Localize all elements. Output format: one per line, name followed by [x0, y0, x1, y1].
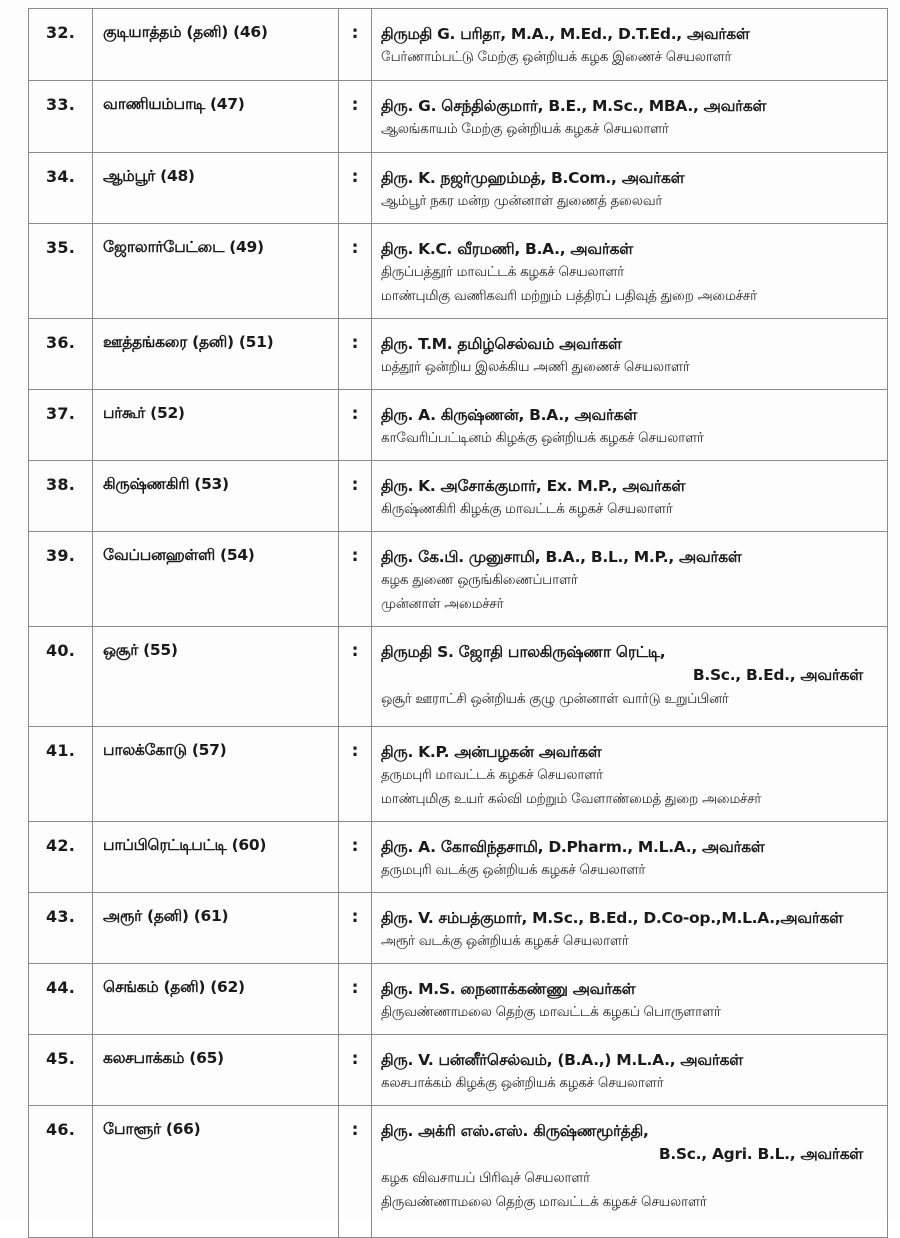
candidate-name: திரு. A. கோவிந்தசாமி, D.Pharm., M.L.A., அவர்கள் [381, 838, 765, 856]
candidate-roles [381, 1071, 887, 1095]
separator-cell [339, 153, 372, 224]
separator-colon: : [351, 167, 359, 187]
separator-colon: : [351, 907, 359, 927]
candidate-roles [381, 355, 887, 379]
serial-number: 40. [46, 641, 75, 660]
constituency-cell [93, 822, 339, 893]
separator-cell [339, 627, 372, 727]
table-row [29, 319, 888, 390]
constituency-cell [93, 893, 339, 964]
separator-colon: : [351, 1049, 359, 1069]
candidate-name: திரு. K.C. வீரமணி, B.A., அவர்கள் [381, 240, 633, 258]
candidate-cell [372, 532, 888, 627]
candidate-role: திருவண்ணாமலை தெற்கு மாவட்டக் கழகப் பொருளாளர் [381, 1004, 721, 1020]
candidate-name: திரு. அக்ரி எஸ்.எஸ். கிருஷ்ணமூர்த்தி, [381, 1122, 649, 1140]
table-row [29, 822, 888, 893]
table-row [29, 727, 888, 822]
constituency-name: அரூர் (தனி) (61) [103, 907, 229, 925]
separator-colon: : [351, 836, 359, 856]
separator-cell [339, 81, 372, 153]
candidate-role: கழக விவசாயப் பிரிவுச் செயலாளர் [381, 1170, 590, 1186]
candidate-cell [372, 9, 888, 81]
table-row [29, 964, 888, 1035]
constituency-cell [93, 319, 339, 390]
candidate-name: திரு. K.P. அன்பழகன் அவர்கள் [381, 743, 602, 761]
candidate-qualification: B.Sc., B.Ed., அவர்கள் [692, 666, 863, 684]
candidate-name: திருமதி G. பரிதா, M.A., M.Ed., D.T.Ed., அவர்கள் [381, 25, 750, 43]
candidate-cell [372, 390, 888, 461]
separator-cell [339, 727, 372, 822]
candidate-details [372, 9, 887, 79]
serial-number-cell [29, 532, 93, 627]
candidate-name: திரு. V. பன்னீர்செல்வம், (B.A.,) M.L.A., அவர்கள் [381, 1051, 743, 1069]
separator-colon: : [351, 333, 359, 353]
table-row [29, 1035, 888, 1106]
table-row [29, 461, 888, 532]
candidate-cell [372, 822, 888, 893]
serial-number: 36. [46, 333, 75, 352]
constituency-name: ஊத்தங்கரை (தனி) (51) [103, 333, 274, 351]
separator-cell [339, 532, 372, 627]
serial-number: 43. [46, 907, 75, 926]
table-row [29, 390, 888, 461]
candidate-details [372, 390, 887, 460]
serial-number-cell [29, 9, 93, 81]
candidate-roles [381, 189, 887, 213]
serial-number-cell [29, 319, 93, 390]
table-row [29, 532, 888, 627]
separator-cell [339, 390, 372, 461]
candidate-cell [372, 461, 888, 532]
candidate-cell [372, 1106, 888, 1238]
candidate-cell [372, 893, 888, 964]
constituency-name: கிருஷ்ணகிரி (53) [103, 475, 229, 493]
candidate-role: கழக துணை ஒருங்கிணைப்பாளர் [381, 572, 578, 588]
candidate-cell [372, 224, 888, 319]
candidate-role: மத்தூர் ஒன்றிய இலக்கிய அணி துணைச் செயலாளர் [381, 359, 690, 375]
candidate-roles [381, 1166, 887, 1214]
table-row [29, 81, 888, 153]
serial-number: 44. [46, 978, 75, 997]
candidate-roles [381, 497, 887, 521]
serial-number: 37. [46, 404, 75, 423]
candidate-cell [372, 1035, 888, 1106]
constituency-cell [93, 9, 339, 81]
serial-number-cell [29, 153, 93, 224]
constituency-name: ஒசூர் (55) [103, 641, 178, 659]
candidate-role: பேர்ணாம்பட்டு மேற்கு ஒன்றியக் கழக இணைச் செயலாளர் [381, 49, 732, 65]
candidate-cell [372, 153, 888, 224]
table-row [29, 1106, 888, 1238]
separator-colon: : [351, 404, 359, 424]
constituency-name: குடியாத்தம் (தனி) (46) [103, 23, 268, 41]
constituency-cell [93, 1035, 339, 1106]
candidate-details [372, 727, 887, 821]
candidate-qualification: B.Sc., Agri. B.L., அவர்கள் [658, 1145, 863, 1163]
candidate-cell [372, 627, 888, 727]
candidate-details [372, 153, 887, 223]
candidate-cell [372, 727, 888, 822]
candidate-details [372, 461, 887, 531]
candidate-name: திரு. K. அசோக்குமார், Ex. M.P., அவர்கள் [381, 477, 686, 495]
separator-colon: : [351, 546, 359, 566]
constituency-name: பாப்பிரெட்டிபட்டி (60) [103, 836, 267, 854]
candidate-roles [381, 117, 887, 141]
separator-cell [339, 9, 372, 81]
serial-number: 34. [46, 167, 75, 186]
candidate-name: திரு. T.M. தமிழ்செல்வம் அவர்கள் [381, 335, 622, 353]
candidate-details [372, 822, 887, 892]
separator-colon: : [351, 641, 359, 661]
candidate-role: முன்னாள் அமைச்சர் [381, 596, 504, 612]
candidate-role: கிருஷ்ணகிரி கிழக்கு மாவட்டக் கழகச் செயலாளர் [381, 501, 673, 517]
candidate-details [372, 81, 887, 151]
separator-cell [339, 893, 372, 964]
candidate-roles [381, 260, 887, 308]
candidate-roles [381, 929, 887, 953]
candidate-details [372, 1106, 887, 1224]
candidate-details [372, 893, 887, 963]
serial-number-cell [29, 727, 93, 822]
candidate-roles [381, 687, 887, 711]
candidate-role: ஒசூர் ஊராட்சி ஒன்றியக் குழு முன்னாள் வார்டு உறுப்பினர் [381, 691, 729, 707]
candidate-role: அரூர் வடக்கு ஒன்றியக் கழகச் செயலாளர் [381, 933, 629, 949]
candidate-role: தருமபுரி மாவட்டக் கழகச் செயலாளர் [381, 767, 603, 783]
candidate-role: மாண்புமிகு உயர் கல்வி மற்றும் வேளாண்மைத் துறை அமைச்சர் [381, 791, 762, 807]
candidate-role: திருப்பத்தூர் மாவட்டக் கழகச் செயலாளர் [381, 264, 625, 280]
constituency-name: கலசபாக்கம் (65) [103, 1049, 224, 1067]
table-row [29, 224, 888, 319]
candidate-roles [381, 763, 887, 811]
constituency-cell [93, 964, 339, 1035]
candidate-details [372, 627, 887, 721]
constituency-name: பர்கூர் (52) [103, 404, 185, 422]
serial-number: 35. [46, 238, 75, 257]
candidate-roles [381, 426, 887, 450]
constituency-name: வாணியம்பாடி (47) [103, 95, 245, 113]
separator-colon: : [351, 1120, 359, 1140]
candidate-name: திருமதி S. ஜோதி பாலகிருஷ்ணா ரெட்டி, [381, 643, 666, 661]
constituency-name: வேப்பனஹள்ளி (54) [103, 546, 255, 564]
serial-number-cell [29, 390, 93, 461]
constituency-cell [93, 390, 339, 461]
separator-cell [339, 461, 372, 532]
constituency-name: செங்கம் (தனி) (62) [103, 978, 245, 996]
separator-colon: : [351, 978, 359, 998]
table-row [29, 893, 888, 964]
candidate-roles [381, 858, 887, 882]
separator-cell [339, 319, 372, 390]
candidate-name: திரு. K. நஜர்முஹம்மத், B.Com., அவர்கள் [381, 169, 685, 187]
serial-number: 42. [46, 836, 75, 855]
candidate-details [372, 319, 887, 389]
candidate-role: காவேரிப்பட்டினம் கிழக்கு ஒன்றியக் கழகச் செயலாளர் [381, 430, 704, 446]
serial-number-cell [29, 81, 93, 153]
constituency-cell [93, 727, 339, 822]
serial-number: 33. [46, 95, 75, 114]
serial-number-cell [29, 1106, 93, 1238]
candidate-roles [381, 45, 887, 69]
candidate-role: மாண்புமிகு வணிகவரி மற்றும் பத்திரப் பதிவுத் துறை அமைச்சர் [381, 288, 757, 304]
candidate-cell [372, 964, 888, 1035]
candidate-name: திரு. G. செந்தில்குமார், B.E., M.Sc., MBA., அவர்கள் [381, 97, 767, 115]
serial-number: 45. [46, 1049, 75, 1068]
constituency-name: ஆம்பூர் (48) [103, 167, 195, 185]
candidate-role: திருவண்ணாமலை தெற்கு மாவட்டக் கழகச் செயலாளர் [381, 1194, 707, 1210]
serial-number-cell [29, 893, 93, 964]
serial-number-cell [29, 627, 93, 727]
serial-number: 41. [46, 741, 75, 760]
serial-number-cell [29, 461, 93, 532]
serial-number: 38. [46, 475, 75, 494]
candidate-cell [372, 81, 888, 153]
candidate-role: கலசபாக்கம் கிழக்கு ஒன்றியக் கழகச் செயலாளர் [381, 1075, 664, 1091]
candidate-name: திரு. V. சம்பத்குமார், M.Sc., B.Ed., D.Co-op.,M.L.A.,அவர்கள் [381, 909, 843, 927]
candidate-list-table [28, 8, 888, 1238]
serial-number-cell [29, 964, 93, 1035]
serial-number-cell [29, 822, 93, 893]
separator-cell [339, 964, 372, 1035]
candidate-roles [381, 1000, 887, 1024]
candidate-details [372, 1035, 887, 1105]
table-row [29, 9, 888, 81]
separator-colon: : [351, 238, 359, 258]
separator-cell [339, 224, 372, 319]
constituency-cell [93, 627, 339, 727]
separator-cell [339, 1035, 372, 1106]
serial-number: 46. [46, 1120, 75, 1139]
serial-number-cell [29, 224, 93, 319]
candidate-roles [381, 568, 887, 616]
candidate-name: திரு. கே.பி. முனுசாமி, B.A., B.L., M.P., அவர்கள் [381, 548, 742, 566]
constituency-name: பாலக்கோடு (57) [103, 741, 227, 759]
constituency-name: போளூர் (66) [103, 1120, 201, 1138]
serial-number-cell [29, 1035, 93, 1106]
candidate-name: திரு. A. கிருஷ்ணன், B.A., அவர்கள் [381, 406, 638, 424]
separator-cell [339, 1106, 372, 1238]
serial-number: 32. [46, 23, 75, 42]
candidate-list-body [29, 9, 888, 1238]
candidate-details [372, 532, 887, 626]
candidate-cell [372, 319, 888, 390]
table-row [29, 627, 888, 727]
constituency-name: ஜோலார்பேட்டை (49) [103, 238, 264, 256]
candidate-role: தருமபுரி வடக்கு ஒன்றியக் கழகச் செயலாளர் [381, 862, 646, 878]
candidate-name: திரு. M.S. நைனாக்கண்ணு அவர்கள் [381, 980, 636, 998]
serial-number: 39. [46, 546, 75, 565]
table-row [29, 153, 888, 224]
constituency-cell [93, 532, 339, 627]
candidate-details [372, 224, 887, 318]
constituency-cell [93, 224, 339, 319]
candidate-details [372, 964, 887, 1034]
constituency-cell [93, 1106, 339, 1238]
separator-colon: : [351, 741, 359, 761]
separator-colon: : [351, 23, 359, 43]
constituency-cell [93, 153, 339, 224]
separator-cell [339, 822, 372, 893]
separator-colon: : [351, 475, 359, 495]
candidate-role: ஆலங்காயம் மேற்கு ஒன்றியக் கழகச் செயலாளர் [381, 121, 669, 137]
candidate-role: ஆம்பூர் நகர மன்ற முன்னாள் துணைத் தலைவர் [381, 193, 663, 209]
separator-colon: : [351, 95, 359, 115]
constituency-cell [93, 81, 339, 153]
constituency-cell [93, 461, 339, 532]
